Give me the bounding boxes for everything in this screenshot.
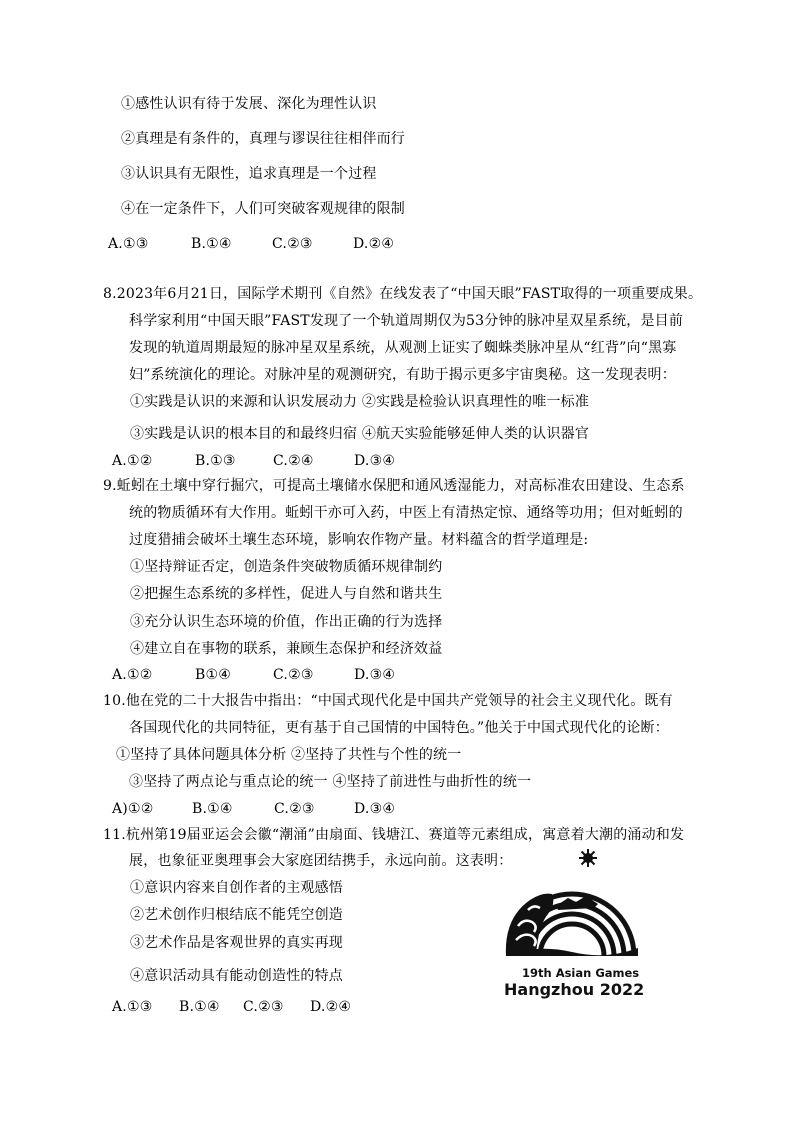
- q10-item-2: ③坚持了两点论与重点论的统一 ④坚持了前进性与曲折性的统一: [129, 774, 532, 790]
- q8-stem-2: 科学家利用“中国天眼”FAST发现了一个轨道周期仅为53分钟的脉冲星双星系统，是目前: [129, 313, 684, 329]
- q10-stem-2: 各国现代化的共同特征，更有基于自己国情的中国特色。”他关于中国式现代化的论断：: [129, 720, 669, 736]
- q9-item-2: ②把握生态系统的多样性，促进人与自然和谐共生: [130, 586, 443, 602]
- q9-option-b: B①④: [195, 667, 231, 683]
- q10-option-d: D.③④: [354, 801, 396, 817]
- q11-item-1: ①意识内容来自创作者的主观感悟: [130, 880, 343, 896]
- q11-stem-2: 展，也象征亚奥理事会大家庭团结携手，永远向前。这表明：: [129, 853, 513, 869]
- q7-item-1: ①感性认识有待于发展、深化为理性认识: [121, 96, 377, 112]
- q7-item-3: ③认识具有无限性，追求真理是一个过程: [121, 166, 377, 182]
- q10-item-1: ①坚持了具体问题具体分析 ②坚持了共性与个性的统一: [116, 747, 462, 763]
- q8-stem-1: 8.2023年6月21日，国际学术期刊《自然》在线发表了“中国天眼”FAST取得的一项重要成果。: [103, 286, 703, 302]
- q8-option-b: B.①③: [195, 453, 236, 469]
- asian-games-emblem: [496, 848, 646, 998]
- q8-option-a: A.①②: [112, 453, 153, 469]
- q11-option-b: B.①④: [179, 999, 220, 1015]
- q9-stem-1: 9.蚯蚓在土壤中穿行掘穴，可提高土壤储水保肥和通风透湿能力，对高标准农田建设、生态系: [103, 478, 685, 494]
- q10-stem-1: 10.他在党的二十大报告中指出：“中国式现代化是中国共产党领导的社会主义现代化。既有: [103, 693, 673, 709]
- emblem-caption-line2: Hangzhou 2022: [504, 980, 645, 999]
- q7-option-d: D.②④: [353, 236, 395, 252]
- q11-option-c: C.②③: [243, 999, 284, 1015]
- q11-options: [112, 998, 351, 1016]
- q7-option-c: C.②③: [272, 236, 313, 252]
- q8-stem-3: 发现的轨道周期最短的脉冲星双星系统，从观测上证实了蜘蛛类脉冲星从“红背”向“黑寡: [129, 340, 677, 356]
- q11-stem-1: 11.杭州第19届亚运会会徽“潮涌”由扇面、钱塘江、赛道等元素组成，寓意着大潮的涌动和发: [103, 827, 685, 843]
- q11-option-a: A.①③: [112, 999, 153, 1015]
- q8-stem-4: 妇”系统演化的理论。对脉冲星的观测研究，有助于揭示更多宇宙奥秘。这一发现表明：: [129, 367, 676, 383]
- q9-item-4: ④建立自在事物的联系，兼顾生态保护和经济效益: [130, 641, 443, 657]
- q7-options: [108, 235, 394, 253]
- sun-icon: [579, 849, 597, 867]
- q9-stem-3: 过度猎捕会破坏土壤生态环境，影响农作物产量。材料蕴含的哲学道理是:: [129, 532, 589, 548]
- q10-option-a: A)①②: [112, 801, 154, 817]
- q9-option-a: A.①②: [112, 667, 153, 683]
- q8-item-1: ①实践是认识的来源和认识发展动力 ②实践是检验认识真理性的唯一标准: [130, 394, 590, 410]
- q9-option-c: C.②③: [273, 667, 314, 683]
- q7-item-2: ②真理是有条件的，真理与谬误往往相伴而行: [121, 131, 405, 147]
- q7-item-4: ④在一定条件下，人们可突破客观规律的限制: [121, 201, 405, 217]
- q8-options: [112, 452, 395, 470]
- q11-item-4: ④意识活动具有能动创造性的特点: [130, 968, 343, 984]
- q9-option-d: D.③④: [354, 667, 396, 683]
- q11-option-d: D.②④: [310, 999, 352, 1015]
- q10-option-c: C.②③: [274, 801, 315, 817]
- q9-options: [112, 666, 395, 684]
- q11-item-3: ③艺术作品是客观世界的真实再现: [130, 935, 343, 951]
- q8-option-d: D.③④: [354, 453, 396, 469]
- q7-option-b: B.①④: [191, 236, 232, 252]
- q10-option-b: B.①④: [192, 801, 233, 817]
- q10-options: [112, 800, 395, 818]
- q8-item-2: ③实践是认识的根本目的和最终归宿 ④航天实验能够延伸人类的认识器官: [130, 426, 590, 442]
- emblem-caption-line1: 19th Asian Games: [522, 966, 640, 980]
- q9-stem-2: 统的物质循环有大作用。蚯蚓干亦可入药，中医上有清热定惊、通络等功用；但对蚯蚓的: [129, 505, 683, 521]
- q7-option-a: A.①③: [108, 236, 149, 252]
- q8-option-c: C.②④: [273, 453, 314, 469]
- q9-item-3: ③充分认识生态环境的价值，作出正确的行为选择: [130, 614, 443, 630]
- q9-item-1: ①坚持辩证否定，创造条件突破物质循环规律制约: [130, 559, 443, 575]
- q11-item-2: ②艺术创作归根结底不能凭空创造: [130, 907, 343, 923]
